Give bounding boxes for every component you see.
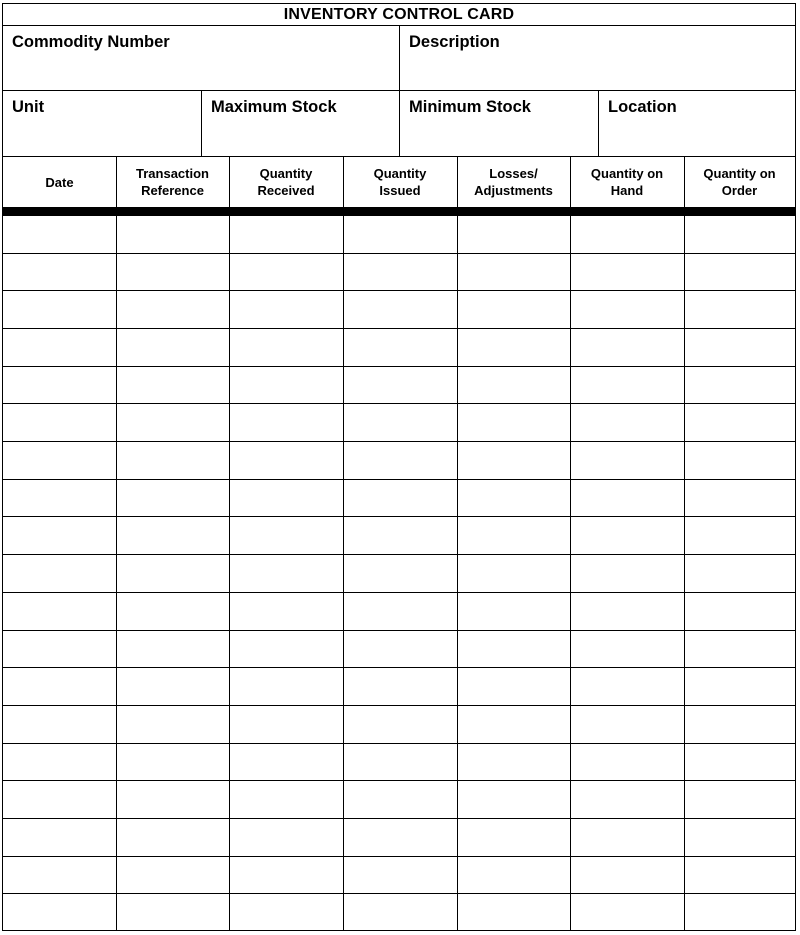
table-cell[interactable]	[229, 819, 343, 856]
table-row	[3, 668, 795, 706]
table-cell[interactable]	[3, 857, 116, 894]
inventory-control-card	[2, 3, 796, 931]
table-cell[interactable]	[343, 631, 457, 668]
table-cell[interactable]	[116, 442, 229, 479]
table-cell[interactable]	[343, 668, 457, 705]
table-cell[interactable]	[343, 291, 457, 328]
table-cell[interactable]	[116, 291, 229, 328]
table-cell[interactable]	[343, 781, 457, 818]
table-cell[interactable]	[343, 706, 457, 743]
table-cell[interactable]	[229, 706, 343, 743]
table-row	[3, 329, 795, 367]
table-cell[interactable]	[229, 480, 343, 517]
table-cell[interactable]	[229, 517, 343, 554]
table-cell[interactable]	[229, 631, 343, 668]
card-title: INVENTORY CONTROL CARD	[3, 4, 795, 26]
table-cell[interactable]	[457, 857, 570, 894]
table-cell[interactable]	[3, 668, 116, 705]
table-cell[interactable]	[457, 404, 570, 441]
header-divider	[3, 207, 795, 216]
column-header-losses-adjustments: Losses/ Adjustments	[474, 166, 553, 198]
column-header-quantity-on-order: Quantity on Order	[703, 166, 776, 198]
table-cell[interactable]	[570, 216, 684, 253]
table-cell[interactable]	[3, 367, 116, 404]
table-cell[interactable]	[229, 291, 343, 328]
table-cell[interactable]	[229, 254, 343, 291]
table-cell[interactable]	[116, 480, 229, 517]
table-cell[interactable]	[116, 781, 229, 818]
table-cell[interactable]	[684, 555, 795, 592]
table-cell[interactable]	[457, 329, 570, 366]
table-cell[interactable]	[684, 367, 795, 404]
table-cell[interactable]	[570, 517, 684, 554]
minimum-stock-field[interactable]	[400, 91, 599, 157]
minimum-stock-label: Minimum Stock	[409, 98, 531, 116]
commodity-number-field[interactable]	[3, 26, 400, 91]
table-cell[interactable]	[116, 706, 229, 743]
table-cell[interactable]	[457, 819, 570, 856]
table-cell[interactable]	[570, 781, 684, 818]
table-cell[interactable]	[684, 857, 795, 894]
location-label: Location	[608, 98, 677, 116]
unit-label: Unit	[12, 98, 45, 116]
table-row	[3, 781, 795, 819]
table-row	[3, 216, 795, 254]
table-cell[interactable]	[3, 593, 116, 630]
table-cell[interactable]	[684, 819, 795, 856]
table-cell[interactable]	[3, 631, 116, 668]
table-cell[interactable]	[343, 480, 457, 517]
table-cell[interactable]	[457, 706, 570, 743]
table-cell[interactable]	[570, 254, 684, 291]
table-row	[3, 367, 795, 405]
table-cell[interactable]	[3, 480, 116, 517]
table-cell[interactable]	[457, 367, 570, 404]
table-cell[interactable]	[684, 404, 795, 441]
table-cell[interactable]	[343, 254, 457, 291]
table-cell[interactable]	[457, 480, 570, 517]
column-header-quantity-received: Quantity Received	[257, 166, 315, 198]
table-cell[interactable]	[570, 706, 684, 743]
table-cell[interactable]	[570, 857, 684, 894]
table-cell[interactable]	[343, 819, 457, 856]
table-cell[interactable]	[116, 367, 229, 404]
table-cell[interactable]	[570, 894, 684, 932]
table-cell[interactable]	[343, 216, 457, 253]
table-cell[interactable]	[3, 291, 116, 328]
table-row	[3, 291, 795, 329]
table-cell[interactable]	[343, 329, 457, 366]
table-cell[interactable]	[116, 216, 229, 253]
table-cell[interactable]	[229, 329, 343, 366]
table-cell[interactable]	[684, 517, 795, 554]
table-cell[interactable]	[343, 367, 457, 404]
table-cell[interactable]	[684, 744, 795, 781]
table-row	[3, 894, 795, 932]
table-cell[interactable]	[570, 744, 684, 781]
table-row	[3, 706, 795, 744]
table-cell[interactable]	[570, 404, 684, 441]
table-cell[interactable]	[684, 329, 795, 366]
table-cell[interactable]	[3, 442, 116, 479]
table-cell[interactable]	[684, 442, 795, 479]
column-header-quantity-issued: Quantity Issued	[373, 166, 427, 198]
table-cell[interactable]	[343, 857, 457, 894]
column-header-date: Date	[45, 174, 74, 190]
table-cell[interactable]	[457, 517, 570, 554]
table-cell[interactable]	[116, 631, 229, 668]
table-cell[interactable]	[3, 706, 116, 743]
table-cell[interactable]	[570, 442, 684, 479]
table-cell[interactable]	[116, 894, 229, 932]
table-body	[3, 216, 795, 930]
table-cell[interactable]	[570, 668, 684, 705]
table-cell[interactable]	[229, 216, 343, 253]
table-cell[interactable]	[343, 517, 457, 554]
table-cell[interactable]	[3, 894, 116, 932]
unit-field[interactable]	[3, 91, 202, 157]
table-cell[interactable]	[3, 819, 116, 856]
table-cell[interactable]	[570, 367, 684, 404]
table-row	[3, 857, 795, 895]
table-row	[3, 631, 795, 669]
table-cell[interactable]	[684, 631, 795, 668]
table-cell[interactable]	[116, 329, 229, 366]
table-row	[3, 593, 795, 631]
table-cell[interactable]	[116, 668, 229, 705]
table-cell[interactable]	[684, 781, 795, 818]
table-cell[interactable]	[229, 593, 343, 630]
column-header-transaction-reference: Transaction Reference	[136, 166, 209, 198]
table-row	[3, 404, 795, 442]
table-cell[interactable]	[684, 216, 795, 253]
table-cell[interactable]	[684, 254, 795, 291]
table-cell[interactable]	[457, 291, 570, 328]
location-field[interactable]	[599, 91, 795, 157]
table-cell[interactable]	[457, 555, 570, 592]
table-row	[3, 254, 795, 292]
column-header-quantity-on-hand: Quantity on Hand	[590, 166, 664, 198]
maximum-stock-label: Maximum Stock	[211, 98, 337, 116]
table-cell[interactable]	[229, 555, 343, 592]
table-cell[interactable]	[570, 631, 684, 668]
table-cell[interactable]	[116, 744, 229, 781]
commodity-number-label: Commodity Number	[12, 33, 170, 51]
table-cell[interactable]	[343, 593, 457, 630]
table-cell[interactable]	[570, 593, 684, 630]
table-cell[interactable]	[457, 631, 570, 668]
table-cell[interactable]	[684, 593, 795, 630]
description-label: Description	[409, 33, 500, 51]
table-cell[interactable]	[343, 404, 457, 441]
table-row	[3, 517, 795, 555]
maximum-stock-field[interactable]	[202, 91, 400, 157]
table-cell[interactable]	[3, 404, 116, 441]
table-cell[interactable]	[684, 706, 795, 743]
table-cell[interactable]	[3, 517, 116, 554]
table-cell[interactable]	[116, 857, 229, 894]
table-cell[interactable]	[3, 744, 116, 781]
table-cell[interactable]	[229, 781, 343, 818]
table-cell[interactable]	[116, 593, 229, 630]
table-row	[3, 744, 795, 782]
table-cell[interactable]	[570, 480, 684, 517]
table-cell[interactable]	[570, 291, 684, 328]
table-cell[interactable]	[457, 668, 570, 705]
table-cell[interactable]	[457, 254, 570, 291]
table-row	[3, 442, 795, 480]
table-cell[interactable]	[116, 555, 229, 592]
table-cell[interactable]	[343, 555, 457, 592]
table-cell[interactable]	[116, 254, 229, 291]
table-cell[interactable]	[457, 216, 570, 253]
description-field[interactable]	[400, 26, 795, 91]
table-cell[interactable]	[3, 216, 116, 253]
table-cell[interactable]	[229, 668, 343, 705]
table-cell[interactable]	[116, 517, 229, 554]
table-cell[interactable]	[457, 894, 570, 932]
table-cell[interactable]	[457, 744, 570, 781]
table-cell[interactable]	[3, 555, 116, 592]
table-cell[interactable]	[229, 404, 343, 441]
table-cell[interactable]	[684, 894, 795, 932]
table-cell[interactable]	[684, 480, 795, 517]
table-cell[interactable]	[229, 744, 343, 781]
table-row	[3, 480, 795, 518]
table-cell[interactable]	[229, 857, 343, 894]
table-cell[interactable]	[457, 781, 570, 818]
table-cell[interactable]	[343, 894, 457, 932]
table-row	[3, 819, 795, 857]
table-cell[interactable]	[229, 442, 343, 479]
table-cell[interactable]	[343, 442, 457, 479]
table-cell[interactable]	[570, 555, 684, 592]
table-cell[interactable]	[570, 819, 684, 856]
table-cell[interactable]	[684, 291, 795, 328]
table-cell[interactable]	[3, 781, 116, 818]
table-cell[interactable]	[684, 668, 795, 705]
table-cell[interactable]	[116, 404, 229, 441]
table-cell[interactable]	[116, 819, 229, 856]
table-cell[interactable]	[570, 329, 684, 366]
table-cell[interactable]	[3, 329, 116, 366]
table-cell[interactable]	[457, 593, 570, 630]
table-cell[interactable]	[3, 254, 116, 291]
table-cell[interactable]	[229, 894, 343, 932]
table-row	[3, 555, 795, 593]
table-cell[interactable]	[457, 442, 570, 479]
table-cell[interactable]	[229, 367, 343, 404]
table-cell[interactable]	[343, 744, 457, 781]
